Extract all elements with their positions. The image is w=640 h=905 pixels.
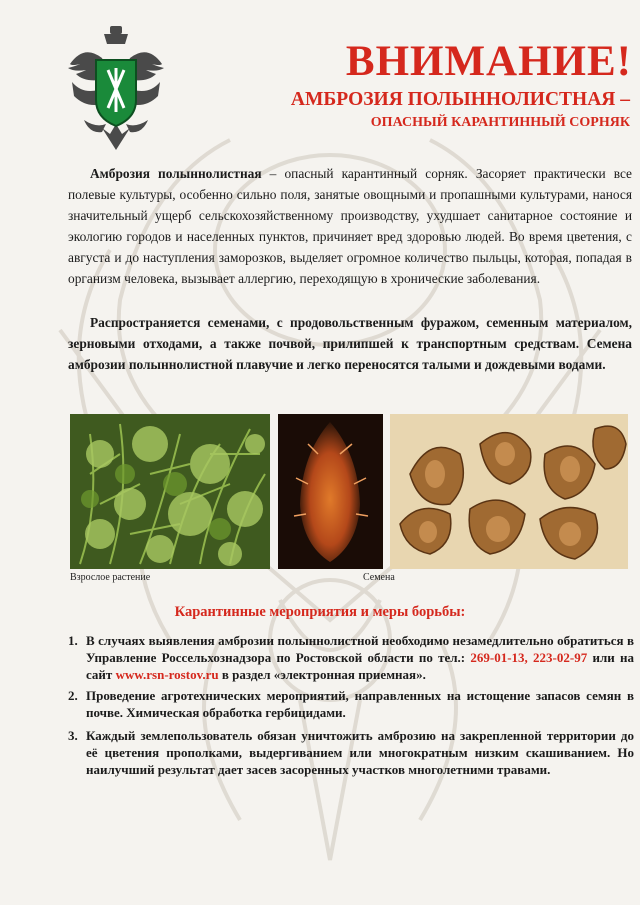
subtitle-quarantine: ОПАСНЫЙ КАРАНТИННЫЙ СОРНЯК [370, 115, 630, 130]
subtitle-weed-name: АМБРОЗИЯ ПОЛЫННОЛИСТНАЯ – [290, 89, 630, 110]
intro-paragraph [68, 163, 632, 289]
intro-lead: Амброзия полыннолистная [90, 166, 262, 181]
measure-number: 1. [68, 633, 78, 648]
measure-text-part: В случаях выявления амброзии полыннолистной необходимо незамедлительно обратиться в Управление Россельхознадзора по Ростовской области по тел.: [86, 633, 634, 665]
warning-title: ВНИМАНИЕ! [345, 38, 632, 85]
measures-title: Карантинные мероприятия и меры борьбы: [174, 604, 466, 620]
measure-item-1 [68, 632, 634, 683]
measure-number: 2. [68, 688, 78, 703]
measure-number: 3. [68, 728, 78, 743]
adult-plant-photo [70, 414, 270, 569]
caption-seeds: Семена [363, 572, 395, 583]
measure-text: Проведение агротехнических мероприятий, направленных на истощение запасов семян в почве. Химическая обработка гербицидами. [86, 688, 634, 720]
intro-text: – опасный карантинный сорняк. Засоряет практически все полевые культуры, особенно сильно поля, занятые овощными и пропашными культурами, нанося значительный ущерб сельскохозяйственному производству, ухудшает санитарное состояние и экологию городов и населенных пунктов, причиняет вред здоровью людей. Во время цветения, с августа и до наступления заморозков, выделяет огромное количество пыльцы, которая, попадая в организм человека, вызывает аллергию, переходящую в хронические заболевания. [68, 166, 633, 286]
measure-text: Каждый землепользователь обязан уничтожить амброзию на закрепленной территории до её цветения прополками, выдергиванием или многократным низким скашиванием. Но наилучший результат дает засев засоренных участков многолетними травами. [86, 728, 634, 777]
spread-paragraph [68, 312, 632, 375]
measure-text-part: в раздел «электронная приемная». [218, 667, 426, 682]
rosselkhoznadzor-emblem-icon [62, 24, 170, 154]
phone-numbers: 269-01-13, 223-02-97 [470, 650, 588, 665]
seeds-group-photo [390, 414, 628, 569]
measure-text [86, 632, 634, 683]
caption-adult-plant: Взрослое растение [70, 572, 151, 583]
seed-closeup-photo [278, 414, 383, 569]
measure-text-part: или на сайт [86, 650, 634, 682]
spread-text: Распространяется семенами, с продовольственным фуражом, семенным материалом, зерновыми отходами, а также почвой, прилипшей к транспортным средствам. Семена амброзии полыннолистной плавучие и легко переносятся талыми и дождевыми водами. [68, 315, 632, 372]
website-link[interactable]: www.rsn-rostov.ru [115, 667, 219, 682]
measure-item-2 [68, 687, 634, 721]
measure-item-3 [68, 727, 634, 778]
